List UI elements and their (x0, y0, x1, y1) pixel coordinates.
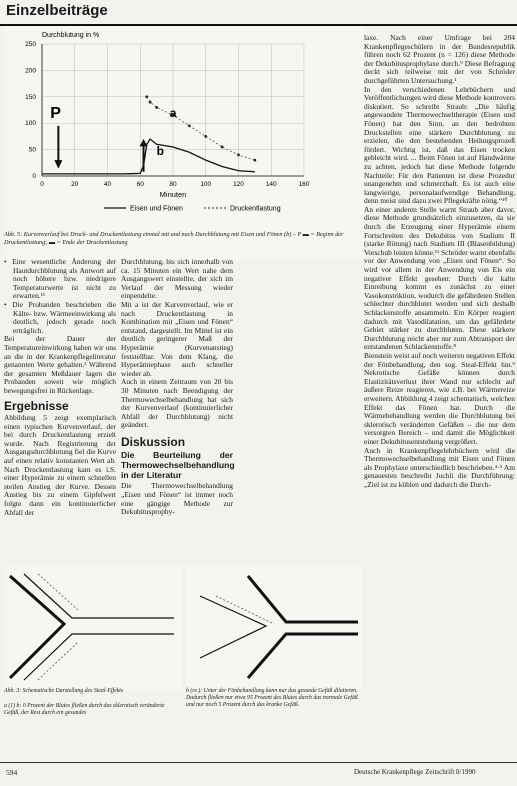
results-paragraph: Abbildung 5 zeigt exemplarisch einen typischen Kurvenverlauf, der bei durch Druckentlastung erzielt wurde. Nach Registrierung der Ausgangsdurchblutung fiel die Kurve auf einen relativ konstanten Wert ab. Nach Druckentlastung kam es i.S. einer Hyperämie zu einem schnellen steilen Anstieg der Kurve. Dessen Anstieg bis zu einem Gipfelwert folgte dann ein kontinuierlicher Abfall der (4, 413, 116, 517)
x-tick-label: 100 (200, 181, 212, 188)
col3-paragraph-5: Auch in Krankenpflegelehrbüchern wird die Thermowechselbehandlung mit Eisen und Fönen als Prophylaxe unterschiedlich beschrieben.⁴·⁵ Am genauesten beschreibt Juchli die Durchführung: „Ziel ist zu kühlen und dadurch die Durch- (364, 445, 515, 489)
subheading-literatur: Die Beurteilung der Thermowechselbehandlung in der Literatur (121, 450, 235, 481)
x-tick-label: 40 (103, 181, 112, 188)
y-tick-label: 200 (25, 67, 36, 75)
bullet-item-1: • Eine wesentliche Änderung der Hautdurchblutung als Antwort auf noch höhere bzw. niedrigere Temperaturwerte ist nicht zu erwarten.¹¹ (4, 257, 117, 301)
marker-p-label: P (50, 104, 61, 122)
results-paragraph-3: Mit a ist der Kurvenverlauf, wie er nach Druckentlastung in Kombination mit „Eisen und Fönen“ entstand, dargestellt. Im Mittel ist ein deutlich geringerer Maß der Hyperämie (Kurvenanstieg) feststellbar. Von dem Klang, die Hyperämiephase auch schneller wieder ab. (121, 299, 233, 378)
series-eisen-und-foenen-line (42, 139, 255, 174)
column-1 (4, 258, 116, 517)
col3-paragraph-2: In den verschiedenen Lehrbüchern und Veröffentlichungen wird diese Methode kontrovers diskutiert. So schreibt Straub: „Die häufig angewandete Thermowechseltherapie (Eisen und Fönen) hat den Sinn, an den bedrohten Druckstellen eine stärkere Durchblutung zu erzielen, die den bestehenden Heilungsprozeß fördert. Wichtig ist, daß das Eisen trocken gebleicht wird. ... Beim Fönen ist auf Handwärme zu achten, jedoch hat diese Methode folgende Nachteile: Für den Patienten ist diese Prozedur unangenehm und schmerzhaft. Es ist auch eine langwierige, personalaufwendige Behandlung, denn meist sind dazu zwei Pflegekräfte nötig.“¹⁰ (364, 84, 515, 206)
results-paragraph-2: Durchblutung, bis sich innerhalb von ca. 15 Minuten ein Wert nahe dem Ausgangswert einstellte, der sich im Verlauf der Messung wieder einpendelte. (121, 257, 233, 301)
results-paragraph-4: Auch in einem Zeitraum von 20 bis 30 Minuten nach Beendigung der Thermowechselbehandlung hat sich der Kurvenverlauf (kontinuierlicher Abfall der Durchblutung) nicht geändert. (121, 377, 233, 430)
blood-flow-chart (4, 26, 364, 230)
column-2 (121, 258, 233, 517)
steal-effect-sketch-b (186, 566, 362, 690)
sketch-a-caption: Abb. 3: Schematische Darstellung des Steal-Effekts (4, 688, 124, 694)
release-arrowhead (140, 139, 148, 146)
methods-paragraph: Bei der Dauer der Temperatureinwirkung haben wir uns an die in der Krankenpflegeliteratur genannten Werte gehalten.² Während der gesamten Meßdauer lagen die Probanden soweit wie möglich bewegungsfrei in Rückenlage. (4, 334, 116, 395)
heading-ergebnisse: Ergebnisse (4, 398, 69, 413)
figure-5 (4, 26, 364, 260)
x-tick-label: 140 (265, 181, 277, 188)
x-tick-label: 160 (298, 181, 310, 188)
x-tick-label: 20 (71, 181, 79, 188)
marker-a-label: a (169, 105, 177, 120)
discussion-paragraph: Die Thermowechselbehandlung „Eisen und Fönen“ ist immer noch eine gängige Methode zur Dekubitusprophy- (121, 481, 233, 517)
sketch-b-caption: b (re.): Unter der Fönbehandlung kann nur das gesunde Gefäß dilatieren. Dadurch fließen nur etwa 95 Prozent des Blutes durch das normale Gefäß und nur noch 5 Prozent durch das kranke Gefäß. (186, 688, 358, 708)
section-title: Einzelbeiträge (6, 2, 108, 19)
y-tick-label: 0 (32, 173, 36, 180)
heading-diskussion: Diskussion (121, 434, 186, 449)
legend-dotted-label: Druckentlastung (230, 205, 281, 213)
col3-paragraph-1: laxe. Nach einer Umfrage bei 204 Krankenpflegeschülern in der Bundesrepublik führen noch 62 Prozent (n = 126) diese Methode der Dekubitusprophylaxe durch.⁹ Diese Befragung deckt sich teilweise mit der von Schröder durchgeführten Untersuchung.¹ (364, 33, 515, 85)
y-tick-label: 150 (25, 93, 36, 101)
y-tick-label: 50 (28, 146, 36, 154)
x-tick-label: 80 (169, 181, 177, 188)
marker-p-arrowhead (54, 160, 62, 168)
column-3 (364, 34, 515, 489)
y-tick-label: 250 (25, 41, 36, 48)
x-tick-label: 60 (136, 181, 144, 188)
vessel-diagram-b (186, 566, 362, 690)
x-tick-label: 0 (40, 181, 44, 188)
col3-paragraph-3: An einer anderen Stelle warnt Straub aber davor, diese Methode grundsätzlich einzusetzen, da sie durch die Erzeugung einer Hyperämie einem Fortschreiten des Dekubitus von Stadium II (starke Rötung) nach Stadium III (Blasenbildung) Vorschub leisten könne.¹¹ Schröder warnt ebenfalls vor der Anwendung von „Eisen und Fönen“. So wird vor allem in der Anwendung von Eis ein negativer Effekt gesehen: Durch die kalte Einreibung kommt es zunächst zu einer Vasokonstriktion, wodurch die gefährdeten Stellen schlechter durchblutet werden und sich deshalb Schlackenstoffe ansammeln. Ein Körper reagiert dadurch mit Vasodilatation, um das gefährdete Gebiet stärker zu durchbluten. Diese stärkere Durchblutung reicht aber nur zum Abtransport der entstandenen Schlackenstoffe.⁸ (364, 204, 515, 352)
page-number: 594 (6, 768, 18, 777)
sketch-a-caption-2: a (1) b: 0 Prozent der Blutes fließen durch das sklerotisch veränderte Gefäß, der Rest durch ein gesundes (4, 703, 165, 716)
bullet-item-2: • Die Probanden beschrieben die Kälte- bzw. Wärmeeinwirkung als deutlich, jedoch gerade noch erträglich. (4, 299, 116, 335)
legend-solid-label: Eisen und Fönen (130, 205, 183, 213)
col3-paragraph-4: Bienstein weist auf noch weiteren negativen Effekt der Fönbehandlung, den sog. Steal-Effekt hin.⁹ Nekrotische Gefäße können durch Elastizitätsverlust ihrer Wand nur schlecht auf äußere Reize reagieren, wie z.B. bei Wärmereize erweitern. Abbildung 4 zeigt schematisch, welchen Effekt das Fönen hat. Durch die Wärmebehandlung werden die Durchblutung bei sklerotisch veränderten Gefäßen – die nur dem versorgten Bereich – und damit die Möglichkeit einer Dekubitusentstehung vergrößert. (364, 350, 515, 446)
x-tick-label: 120 (233, 181, 244, 188)
y-axis-caption: Durchblutung in % (42, 32, 100, 39)
steal-effect-sketch-a (4, 566, 182, 690)
marker-b-label: b (156, 143, 164, 158)
x-axis-label: Minuten (159, 190, 187, 199)
y-tick-label: 100 (25, 120, 36, 128)
vessel-diagram-a (4, 566, 182, 690)
figure-5-caption: Abb. 5: Kurvenverlauf bei Druck- und Druckentlastung einmal mit und nach Durchblutung mit Eisen und Fönen (b) – P ▬ = Beginn der Druckentlastung; ▬ = Ende der Druckentlastung (4, 231, 344, 246)
journal-reference: Deutsche Krankenpflege Zeitschrift 8/1990 (354, 768, 476, 776)
